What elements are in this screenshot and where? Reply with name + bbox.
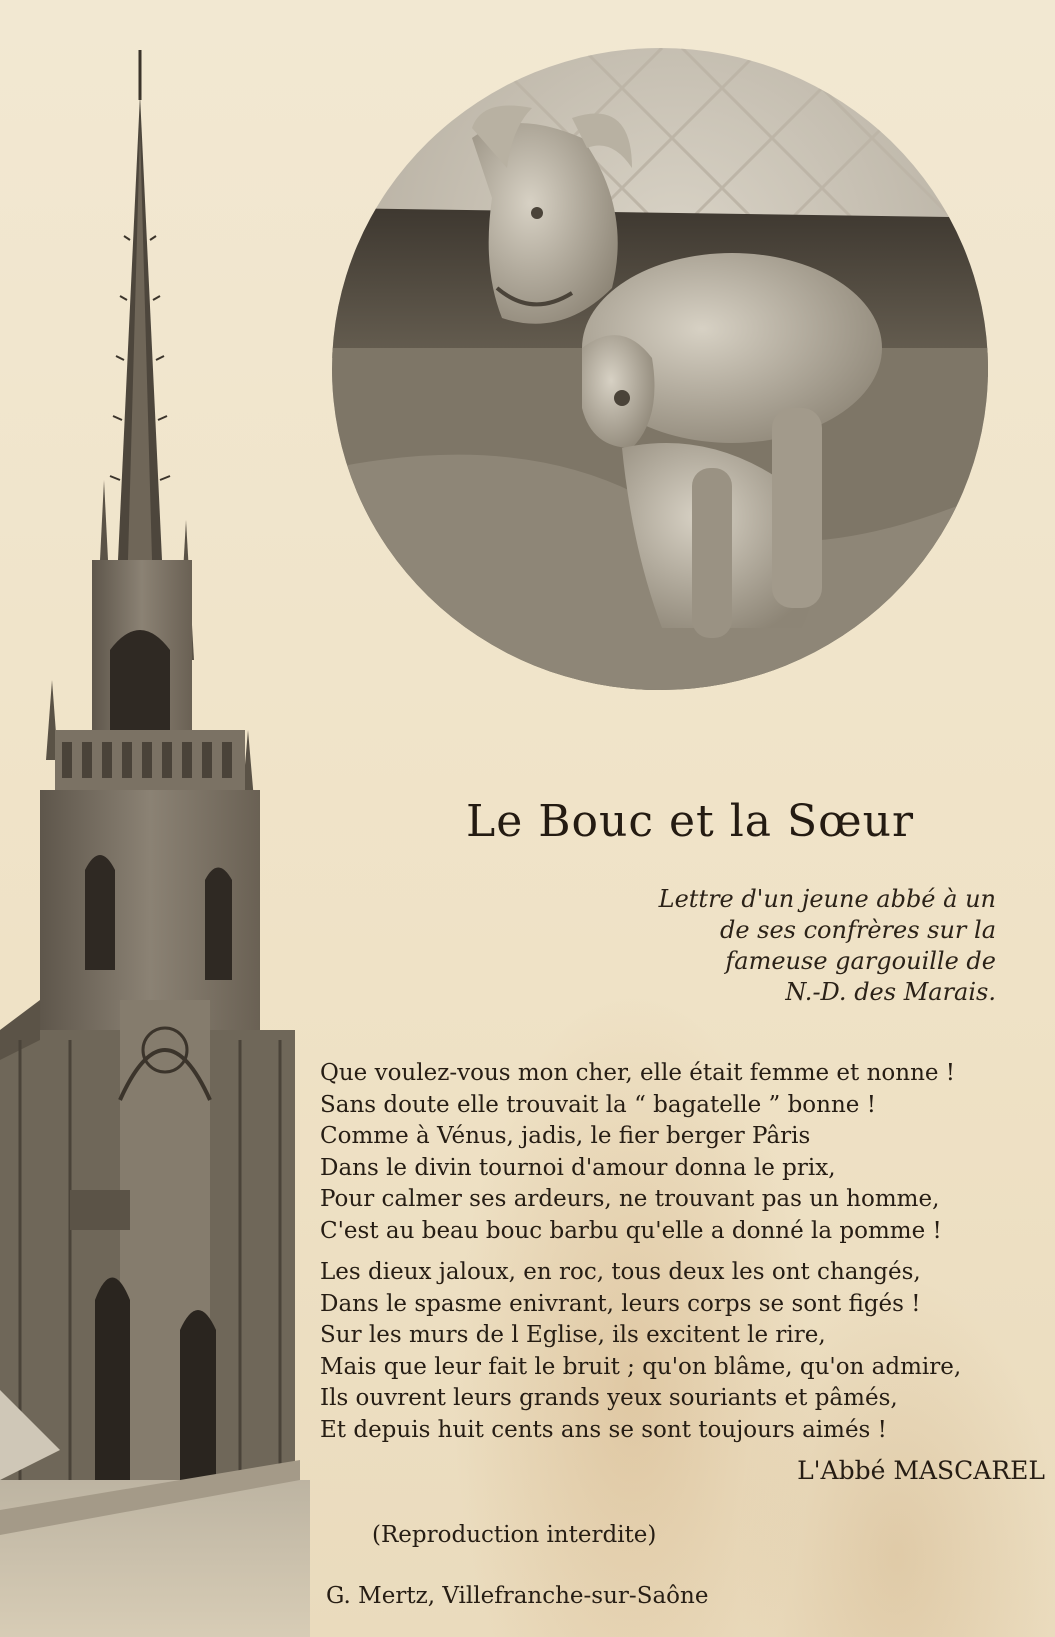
poem-line: Pour calmer ses ardeurs, ne trouvant pas un homme, <box>320 1186 940 1212</box>
poem-line: Mais que leur fait le bruit ; qu'on blâme, qu'on admire, <box>320 1353 962 1380</box>
reproduction-notice: (Reproduction interdite) <box>372 1522 657 1548</box>
poem-line: Dans le spasme enivrant, leurs corps se sont figés ! <box>320 1290 921 1317</box>
author-signature: L'Abbé MASCAREL <box>797 1456 1045 1485</box>
dedication-text <box>560 884 996 1008</box>
poem <box>320 1058 1020 1456</box>
dedication-line: N.-D. des Marais. <box>785 978 996 1006</box>
poem-stanza-2 <box>320 1257 1020 1446</box>
poem-line: Les dieux jaloux, en roc, tous deux les ont changés, <box>320 1259 921 1285</box>
poem-stanza-1 <box>320 1058 1020 1247</box>
poem-line: Ils ouvrent leurs grands yeux souriants et pâmés, <box>320 1385 898 1411</box>
church-photograph <box>0 40 310 1637</box>
poem-line: Dans le divin tournoi d'amour donna le prix, <box>320 1154 836 1181</box>
poem-line: Comme à Vénus, jadis, le fier berger Pâris <box>320 1123 811 1149</box>
gargoyle-medallion-photograph <box>332 48 1022 720</box>
postcard-title: Le Bouc et la Sœur <box>465 796 915 847</box>
publisher-credit: G. Mertz, Villefranche-sur-Saône <box>326 1583 709 1609</box>
poem-line: Sur les murs de l Eglise, ils excitent le rire, <box>320 1322 826 1348</box>
poem-line: Que voulez-vous mon cher, elle était femme et nonne ! <box>320 1060 956 1086</box>
poem-line: Et depuis huit cents ans se sont toujours aimés ! <box>320 1416 887 1443</box>
dedication-line: Lettre d'un jeune abbé à un <box>658 885 996 913</box>
dedication-line: de ses confrères sur la <box>719 916 996 944</box>
poem-line: C'est au beau bouc barbu qu'elle a donné la pomme ! <box>320 1217 942 1244</box>
dedication-line: fameuse gargouille de <box>725 947 996 975</box>
poem-line: Sans doute elle trouvait la “ bagatelle ” bonne ! <box>320 1091 876 1118</box>
